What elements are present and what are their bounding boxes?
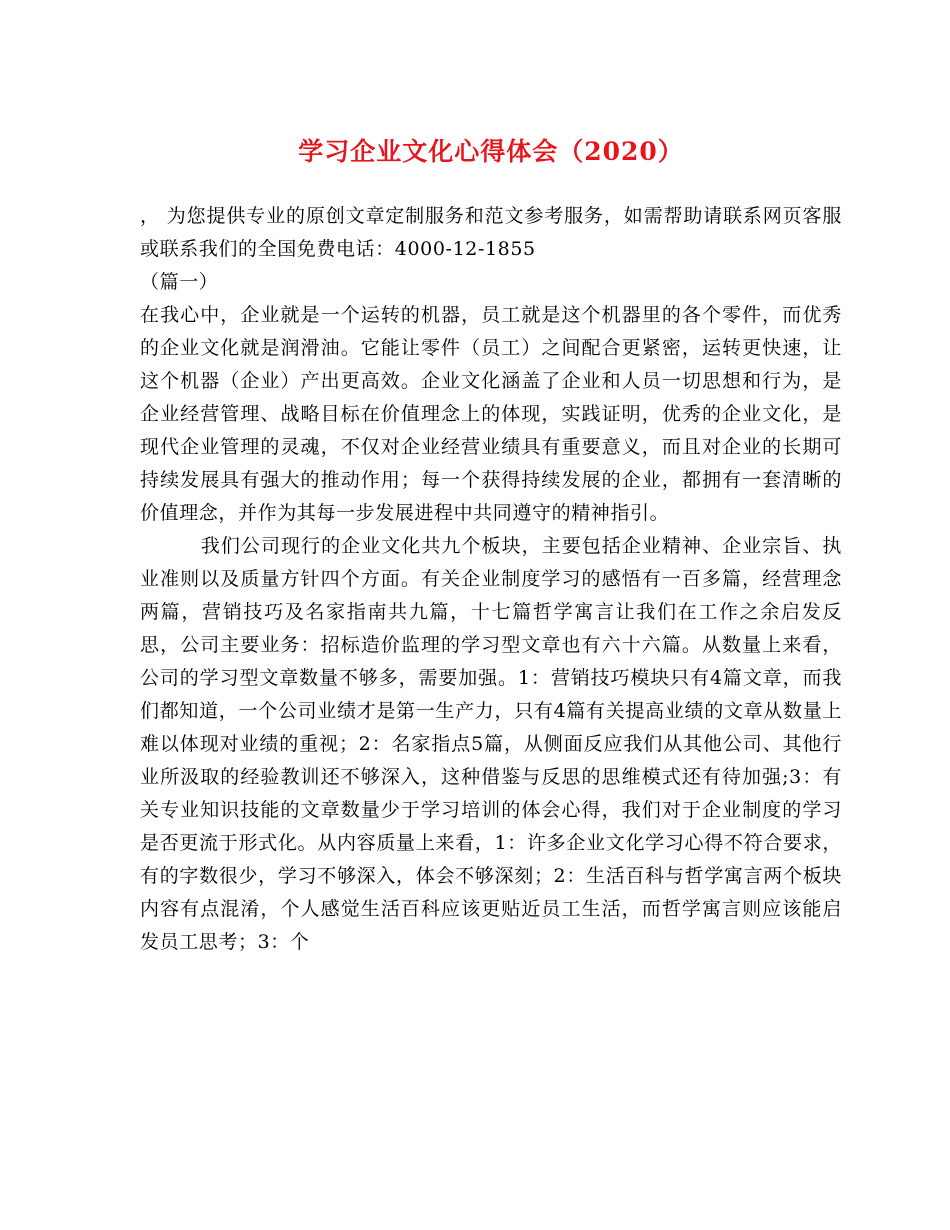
document-title: 学习企业文化心得体会（2020）: [298, 137, 684, 166]
body-paragraph: 我们公司现行的企业文化共九个板块，主要包括企业精神、企业宗旨、执业准则以及质量方针四个方面。有关企业制度学习的感悟有一百多篇，经营理念两篇，营销技巧及名家指南共九篇，十七篇哲学寓言让我们在工作之余启发反思，公司主要业务：招标造价监理的学习型文章也有六十六篇。从数量上来看，公司的学习型文章数量不够多，需要加强。1：营销技巧模块只有4篇文章，而我们都知道，一个公司业绩才是第一生产力，只有4篇有关提高业绩的文章从数量上难以体现对业绩的重视；2：名家指点5篇，从侧面反应我们从其他公司、其他行业所汲取的经验教训还不够深入，这种借鉴与反思的思维模式还有待加强;3：有关专业知识技能的文章数量少于学习培训的体会心得，我们对于企业制度的学习是否更流于形式化。从内容质量上来看，1：许多企业文化学习心得不符合要求，有的字数很少，学习不够深入，体会不够深刻；2：生活百科与哲学寓言两个板块内容有点混淆，个人感觉生活百科应该更贴近员工生活，而哲学寓言则应该能启发员工思考；3：个: [140, 535, 842, 953]
section-label: （篇一）: [140, 271, 219, 293]
document-body: [140, 200, 842, 959]
intro-paragraph: ， 为您提供专业的原创文章定制服务和范文参考服务，如需帮助请联系网页客服或联系我们的全国免费电话：4000-12-1855: [140, 205, 842, 260]
body-paragraph: 在我心中，企业就是一个运转的机器，员工就是这个机器里的各个零件，而优秀的企业文化就是润滑油。它能让零件（员工）之间配合更紧密，运转更快速，让这个机器（企业）产出更高效。企业文化涵盖了企业和人员一切思想和行为，是企业经营管理、战略目标在价值理念上的体现，实践证明，优秀的企业文化，是现代企业管理的灵魂，不仅对企业经营业绩具有重要意义，而且对企业的长期可持续发展具有强大的推动作用；每一个获得持续发展的企业，都拥有一套清晰的价值理念，并作为其每一步发展进程中共同遵守的精神指引。: [140, 304, 842, 524]
